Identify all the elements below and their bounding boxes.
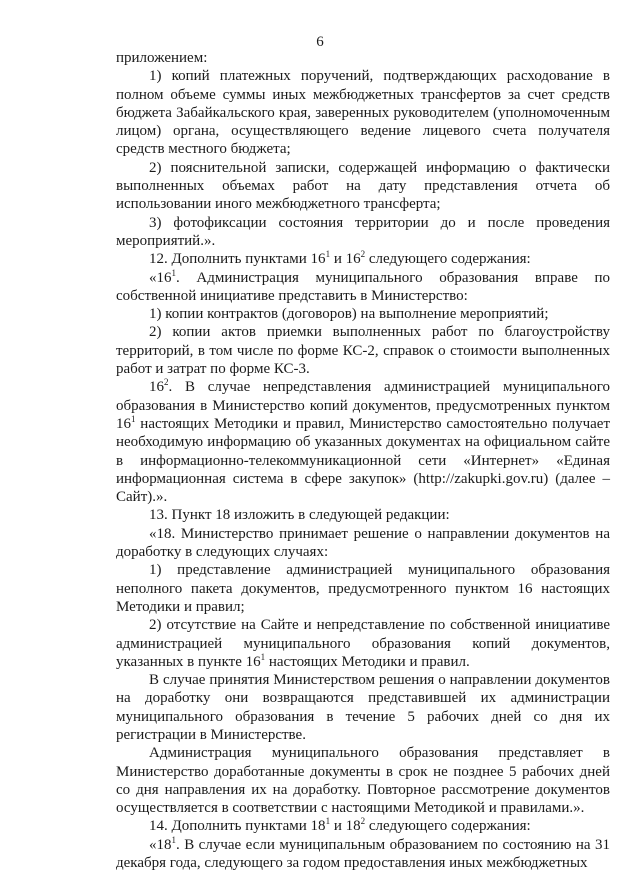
- paragraph: Администрация муниципального образования представляет в Министерство доработанные документы в срок не позднее 5 рабочих дней со дня направления их на доработку. Повторное рассмотрение документов осуществляется в соответствии с настоящими Методикой и правилами.».: [116, 745, 610, 817]
- paragraph: 12. Дополнить пунктами $16^1$ и $16^2$ следующего содержания:: [149, 249, 531, 268]
- paragraph: 2) копии актов приемки выполненных работ по благоустройству территорий, в том числе по форме КС-2, справок о стоимости выполненных работ и затрат по форме КС-3.: [116, 324, 610, 378]
- paragraph: 2) пояснительной записки, содержащей информацию о фактически выполненных объемах работ на дату представления отчета об использовании иного межбюджетного трансферта;: [116, 159, 610, 213]
- paragraph: «$16^1$. Администрация муниципального образования вправе по собственной инициативе представить в Министерство:: [116, 267, 610, 304]
- paragraph: 13. Пункт 18 изложить в следующей редакции:: [149, 507, 450, 524]
- paragraph: 1) копии контрактов (договоров) на выполнение мероприятий;: [149, 306, 549, 323]
- paragraph: «$18^1$. В случае если муниципальным образованием по состоянию на 31 декабря года, следующего за годом предоставления иных межбюджетных: [116, 834, 610, 872]
- paragraph: 1) копий платежных поручений, подтверждающих расходование в полном объеме суммы иных межбюджетных трансфертов за счет средств бюджета Забайкальского края, заверенных руководителем (уполномоченным лицом) органа, осуществляющего ведение лицевого счета получателя средств местного бюджета;: [116, 68, 610, 158]
- paragraph: 2) отсутствие на Сайте и непредставление по собственной инициативе администрацией муниципального образования копий документов, указанных в пункте $16^1$ настоящих Методики и правил.: [116, 617, 610, 670]
- paragraph: 1) представление администрацией муниципального образования неполного пакета документов, предусмотренного пунктом 16 настоящих Методики и правил;: [116, 562, 610, 615]
- paragraph: «18. Министерство принимает решение о направлении документов на доработку в следующих случаях:: [116, 525, 610, 561]
- paragraph: приложением:: [116, 50, 208, 66]
- page-number: 6: [316, 34, 324, 50]
- document-body: [116, 49, 610, 872]
- paragraph: $16^2$. В случае непредставления администрацией муниципального образования в Министерство копий документов, предусмотренных пунктом $16^1$ настоящих Методики и правил, Министерство самостоятельно получает необходимую информацию об указанных документах на официальном сайте в информационно-телекоммуникационной сети «Интернет» «Единая информационная система в сфере закупок» (http://zakupki.gov.ru) (далее – Сайт).».: [116, 377, 610, 506]
- paragraph: 3) фотофиксации состояния территории до и после проведения мероприятий.».: [116, 214, 610, 249]
- paragraph: В случае принятия Министерством решения о направлении документов на доработку они возвращаются представившей их администрации муниципального образования в течение 5 рабочих дней со дня их регистрации в Министерстве.: [116, 672, 610, 743]
- paragraph: 14. Дополнить пунктами $18^1$ и $18^2$ следующего содержания:: [149, 816, 531, 835]
